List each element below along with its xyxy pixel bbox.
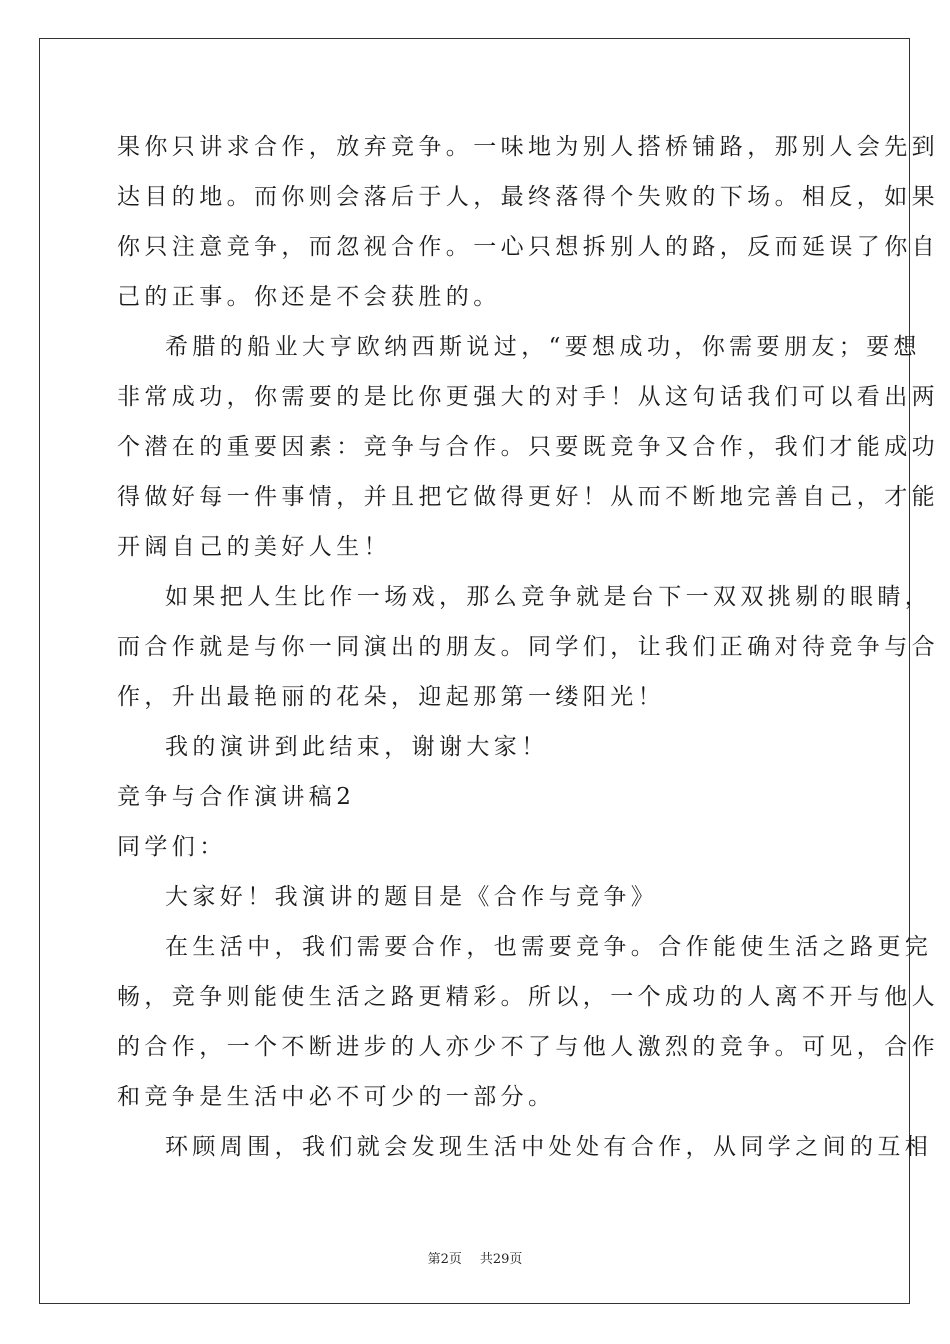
text-line: 我的演讲到此结束，谢谢大家！	[165, 734, 549, 760]
page-total: 共29页	[479, 1252, 523, 1267]
text-line: 个潜在的重要因素：竞争与合作。只要既竞争又合作，我们才能成功	[117, 434, 939, 460]
text-line: 在生活中，我们需要合作，也需要竞争。合作能使生活之路更完	[165, 934, 933, 960]
section-heading: 竞争与合作演讲稿2	[117, 784, 356, 810]
text-line: 得做好每一件事情，并且把它做得更好！从而不断地完善自己，才能	[117, 484, 939, 510]
text-line: 希腊的船业大亨欧纳西斯说过，“要想成功，你需要朋友；要想	[165, 334, 921, 360]
text-line: 环顾周围，我们就会发现生活中处处有合作，从同学之间的互相	[165, 1134, 933, 1160]
text-line: 而合作就是与你一同演出的朋友。同学们，让我们正确对待竞争与合	[117, 634, 939, 660]
text-line: 作，升出最艳丽的花朵，迎起那第一缕阳光！	[117, 684, 665, 710]
text-line: 开阔自己的美好人生！	[117, 534, 391, 560]
text-line: 果你只讲求合作，放弃竞争。一味地为别人搭桥铺路，那别人会先到	[117, 134, 939, 160]
text-line: 非常成功，你需要的是比你更强大的对手！从这句话我们可以看出两	[117, 384, 939, 410]
text-line: 的合作，一个不断进步的人亦少不了与他人激烈的竞争。可见，合作	[117, 1034, 939, 1060]
text-line: 畅，竞争则能使生活之路更精彩。所以，一个成功的人离不开与他人	[117, 984, 939, 1010]
text-line: 己的正事。你还是不会获胜的。	[117, 284, 501, 310]
text-line: 如果把人生比作一场戏，那么竞争就是台下一双双挑剔的眼睛，	[165, 584, 933, 610]
page-number: 第2页	[427, 1252, 462, 1267]
text-line: 达目的地。而你则会落后于人，最终落得个失败的下场。相反，如果	[117, 184, 939, 210]
text-line: 你只注意竞争，而忽视合作。一心只想拆别人的路，反而延误了你自	[117, 234, 939, 260]
salutation: 同学们：	[117, 834, 227, 860]
text-line: 大家好！我演讲的题目是《合作与竞争》	[165, 884, 659, 910]
text-line: 和竞争是生活中必不可少的一部分。	[117, 1084, 556, 1110]
page-footer	[0, 1248, 950, 1267]
document-body	[117, 122, 939, 1172]
